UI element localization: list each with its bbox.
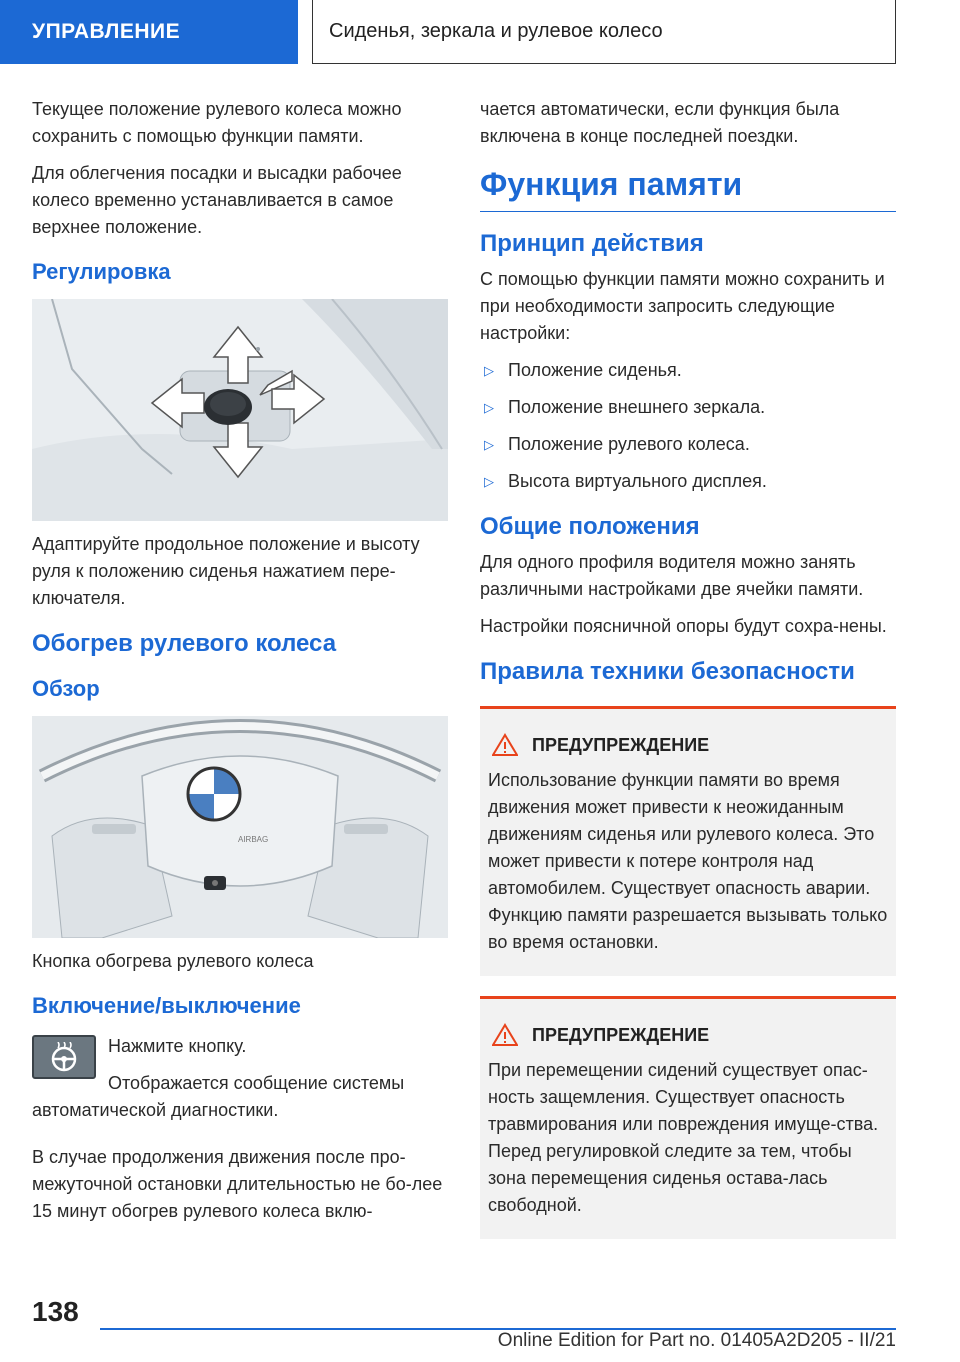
list-item: ▷ Положение сиденья. — [480, 357, 896, 384]
airbag-label: AIRBAG — [238, 835, 269, 844]
list-item: ▷ Высота виртуального дисплея. — [480, 468, 896, 495]
heading-overview: Обзор — [32, 676, 100, 701]
heading-principle: Принцип действия — [480, 230, 704, 257]
chapter-header — [312, 0, 896, 64]
paragraph: Для облегчения посадки и высадки рабочее колесо временно устанавливается в самое верхнее положение. — [32, 163, 402, 237]
chapter-title: Сиденья, зеркала и рулевое колесо — [329, 20, 663, 42]
warning-title: ПРЕДУПРЕЖДЕНИЕ — [488, 733, 888, 757]
triangle-bullet-icon: ▷ — [484, 363, 494, 378]
paragraph: чается автоматически, если функция была включена в конце последней поездки. — [480, 99, 840, 146]
warning-text: При перемещении сидений существует опас-ность защемления. Существует опасность травмирования или повреждения имуще-ства. Перед регулировкой следите за тем, чтобы зона перемещения сиденья остава-лась свободной. — [488, 1060, 879, 1215]
diagnostic-message: Отображается сообщение системы автоматической диагностики. — [32, 1073, 405, 1120]
section-title: УПРАВЛЕНИЕ — [32, 20, 181, 43]
warning-box — [480, 706, 896, 976]
warning-title: ПРЕДУПРЕЖДЕНИЕ — [488, 1023, 888, 1047]
paragraph: Для одного профиля водителя можно занять различными настройками две ячейки памяти. — [480, 552, 864, 599]
warning-icon — [492, 733, 518, 757]
right-column — [480, 96, 896, 1239]
paragraph: С помощью функции памяти можно сохранить и при необходимости запросить следующие настройки: — [480, 269, 885, 343]
steering-adjust-figure — [32, 299, 448, 521]
warning-text: Использование функции памяти во время движения может привести к неожиданным движениям сиденья или рулевого колеса. Это может привести к потере контроля над автомобилем. Существует опасность аварии. Функцию памяти разрешается вызывать только во время остановки. — [488, 770, 888, 952]
paragraph: В случае продолжения движения после про-межуточной остановки длительностью не бо-лее 15 минут обогрев рулевого колеса вклю- — [32, 1147, 443, 1221]
steering-wheel-figure — [32, 716, 448, 938]
paragraph: Текущее положение рулевого колеса можно сохранить с помощью функции памяти. — [32, 99, 402, 146]
left-column — [32, 96, 448, 1235]
triangle-bullet-icon: ▷ — [484, 437, 494, 452]
heading-safety: Правила техники безопасности — [480, 658, 855, 685]
triangle-bullet-icon: ▷ — [484, 474, 494, 489]
figure-caption: Кнопка обогрева рулевого колеса — [32, 951, 314, 971]
steering-wheel-illustration — [32, 716, 448, 938]
list-item: ▷ Положение рулевого колеса. — [480, 431, 896, 458]
settings-list — [480, 357, 896, 495]
heading-onoff: Включение/выключение — [32, 993, 301, 1018]
heading-heating: Обогрев рулевого колеса — [32, 630, 337, 657]
steering-adjust-illustration — [32, 299, 448, 521]
steering-heat-button-icon — [32, 1035, 96, 1079]
press-instruction: Нажмите кнопку. — [108, 1036, 247, 1056]
figure-caption: Адаптируйте продольное положение и высоту руля к положению сиденья нажатием пере-ключателя. — [32, 534, 420, 608]
warning-icon — [492, 1023, 518, 1047]
triangle-bullet-icon: ▷ — [484, 400, 494, 415]
page-number: 138 — [32, 1296, 79, 1327]
button-instruction — [32, 1033, 448, 1134]
warning-box — [480, 996, 896, 1239]
edition-text: Online Edition for Part no. 01405A2D205 - II/21 — [497, 1330, 896, 1351]
section-tab — [0, 0, 298, 64]
list-item: ▷ Положение внешнего зеркала. — [480, 394, 896, 421]
paragraph: Настройки поясничной опоры будут сохра-нены. — [480, 616, 887, 636]
heading-adjust: Регулировка — [32, 259, 171, 284]
heading-memory-function: Функция памяти — [480, 166, 896, 212]
heading-general: Общие положения — [480, 513, 700, 540]
